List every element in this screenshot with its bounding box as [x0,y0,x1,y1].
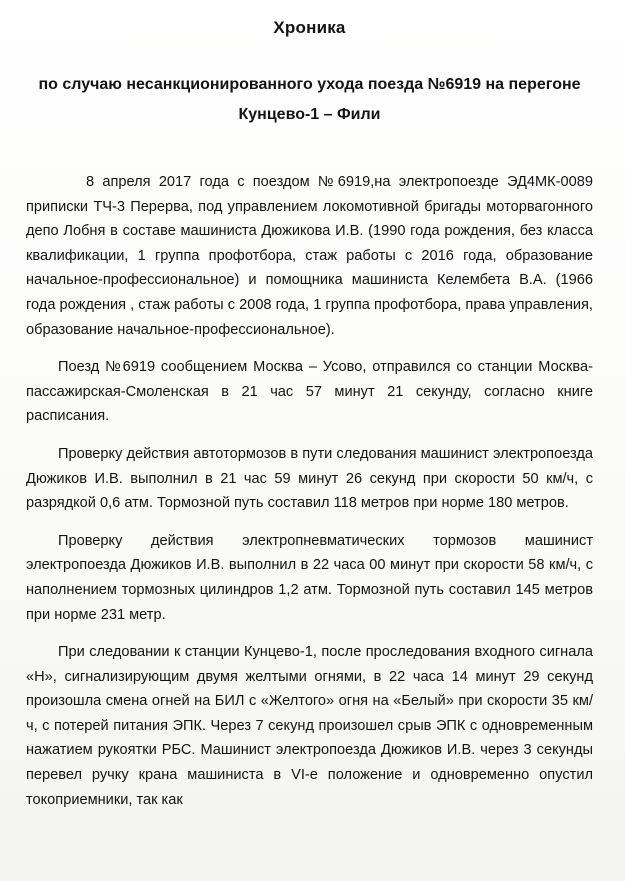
paragraph-departure: Поезд №6919 сообщением Москва – Усово, отправился со станции Москва-пассажирская-Смоленская в 21 час 57 минут 21 секунду, согласно книге расписания. [26,359,593,425]
document-title: Хроника [273,18,346,37]
document-subtitle: по случаю несанкционированного ухода поезда №6919 на перегоне Кунцево-1 – Фили [38,76,581,123]
paragraph-crew: 8 апреля 2017 года с поездом №6919,на электропоезде ЭД4МК-0089 приписки ТЧ-3 Перерва, под управлением локомотивной бригады моторвагонного депо Лобня в составе машиниста Дюжикова И.В. (1990 года рождения, без класса квалификации, 1 группа профотбора, стаж работы с 2016 года, образование начальное-профессиональное) и помощника машиниста Келембета В.А. (1966 года рождения , стаж работы с 2008 года, 1 группа профотбора, права управления, образование начальное-профессиональное). [26,174,593,338]
paragraph-ep-brake-check: Проверку действия электропневматических тормозов машинист электропоезда Дюжиков И.В. выполнил в 22 часа 00 минут при скорости 58 км/ч, с наполнением тормозных цилиндров 1,2 атм. Тормозной путь составил 145 метров при норме 231 метр. [26,532,593,623]
paragraph-autobrake-check: Проверку действия автотормозов в пути следования машинист электропоезда Дюжиков И.В. выполнил в 21 час 59 минут 26 секунд при скорости 50 км/ч, с разрядкой 0,6 атм. Тормозной путь составил 118 метров при норме 180 метров. [26,445,593,512]
paragraph-incident: При следовании к станции Кунцево-1, после проследования входного сигнала «Н», сигнализирующим двумя желтыми огнями, в 22 часа 14 минут 29 секунд произошла смена огней на БИЛ с «Желтого» огня на «Белый» при скорости 35 км/ч, с потерей питания ЭПК. Через 7 секунд произошел срыв ЭПК с одновременным нажатием рукоятки РБС. Машинист электропоезда Дюжиков И.В. через 3 секунды перевел ручку крана машиниста в VI-е положение и одновременно опустил токоприемники, так как [26,644,593,808]
page-bottom-fade [0,835,625,881]
